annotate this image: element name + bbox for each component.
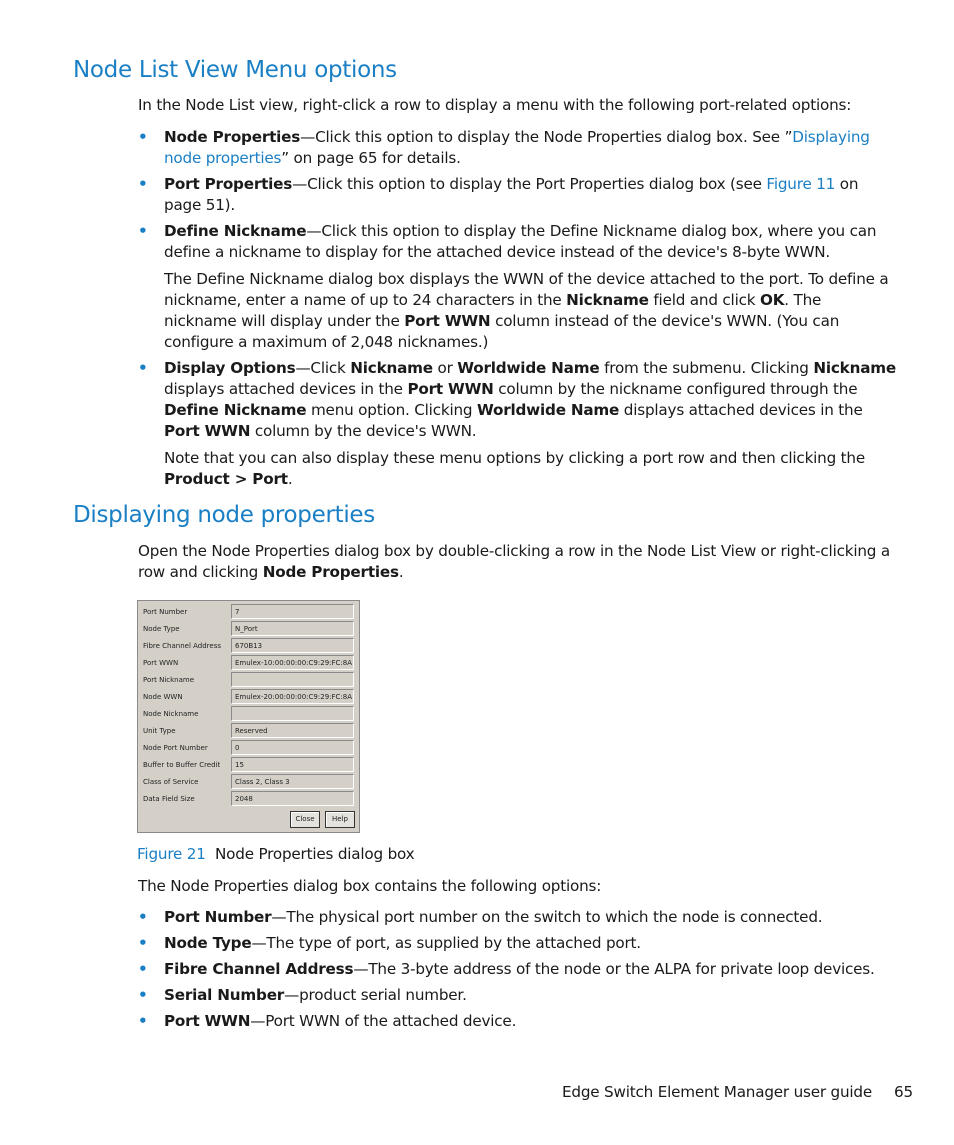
- class-of-service-field[interactable]: Class 2, Class 3: [231, 774, 354, 789]
- bold-text: Nickname: [350, 359, 433, 377]
- field-label: Node Port Number: [143, 744, 208, 752]
- text: field and click: [648, 291, 760, 309]
- node-port-number-field[interactable]: 0: [231, 740, 354, 755]
- list-item: [138, 907, 898, 928]
- port-number-field[interactable]: 7: [231, 604, 354, 619]
- close-button[interactable]: Close: [290, 811, 320, 828]
- dialog-row-node-wwn: [138, 688, 361, 705]
- field-label: Node WWN: [143, 693, 183, 701]
- description: —The 3-byte address of the node or the ALPA for private loop devices.: [353, 960, 875, 978]
- bold-text: Port WWN: [407, 380, 494, 398]
- description: —Click this option to display the Port Properties dialog box (see: [292, 175, 767, 193]
- bullet-icon: •: [138, 908, 148, 926]
- node-type-field[interactable]: N_Port: [231, 621, 354, 636]
- field-label: Class of Service: [143, 778, 199, 786]
- text: menu option. Clicking: [306, 401, 477, 419]
- term: Port WWN: [164, 1012, 251, 1030]
- term: Node Properties: [164, 128, 301, 146]
- description: ” on page 65 for details.: [281, 149, 461, 167]
- field-label: Data Field Size: [143, 795, 195, 803]
- page-footer: [562, 1082, 913, 1103]
- text: —Click: [295, 359, 351, 377]
- list-item: [138, 933, 898, 954]
- bullet-icon: •: [138, 128, 148, 146]
- bold-text: Node Properties: [262, 563, 399, 581]
- figure-caption: [137, 844, 414, 865]
- port-wwn-field[interactable]: Emulex-10:00:00:00:C9:29:FC:8A: [231, 655, 354, 670]
- bold-text: Define Nickname: [164, 401, 307, 419]
- bullet-icon: •: [138, 986, 148, 1004]
- text: Open the Node Properties dialog box by double-clicking a row in the Node List View or right-clicking a row and clicking: [138, 542, 890, 581]
- dialog-row-port-nickname: [138, 671, 361, 688]
- bold-text: Nickname: [566, 291, 649, 309]
- description: —Click this option to display the Node Properties dialog box. See ”: [300, 128, 793, 146]
- list-item: [138, 127, 898, 169]
- term: Serial Number: [164, 986, 285, 1004]
- field-label: Node Nickname: [143, 710, 199, 718]
- field-label: Fibre Channel Address: [143, 642, 222, 650]
- dialog-options-list: [138, 907, 898, 1037]
- bullet-icon: •: [138, 960, 148, 978]
- bullet-icon: •: [138, 934, 148, 952]
- section-intro: In the Node List view, right-click a row to display a menu with the following port-related options:: [138, 96, 852, 114]
- field-label: Port WWN: [143, 659, 179, 667]
- description: —Port WWN of the attached device.: [250, 1012, 517, 1030]
- bullet-icon: •: [138, 175, 148, 193]
- description: —The type of port, as supplied by the attached port.: [251, 934, 641, 952]
- description: —The physical port number on the switch to which the node is connected.: [271, 908, 823, 926]
- data-field-size-field[interactable]: 2048: [231, 791, 354, 806]
- description: —product serial number.: [284, 986, 467, 1004]
- term: Display Options: [164, 359, 296, 377]
- dialog-row-buffer-credit: [138, 756, 361, 773]
- text: displays attached devices in the: [619, 401, 863, 419]
- guide-title: Edge Switch Element Manager user guide: [562, 1083, 873, 1101]
- dialog-row-port-number: [138, 603, 361, 620]
- page-number: 65: [894, 1083, 913, 1101]
- link-displaying-node-properties[interactable]: Displaying node properties: [164, 128, 870, 167]
- list-item: [138, 358, 898, 490]
- bold-text: Port WWN: [164, 422, 251, 440]
- field-label: Unit Type: [143, 727, 176, 735]
- bold-text: Product > Port: [164, 470, 288, 488]
- list-item: [138, 174, 898, 216]
- term: Port Number: [164, 908, 272, 926]
- list-item: [138, 985, 898, 1006]
- text: .: [287, 470, 293, 488]
- field-label: Node Type: [143, 625, 180, 633]
- node-properties-dialog: [137, 600, 360, 833]
- section-intro: [138, 541, 898, 583]
- text: or: [432, 359, 458, 377]
- bullet-icon: •: [138, 359, 148, 377]
- term: Node Type: [164, 934, 252, 952]
- figure-caption-text: Node Properties dialog box: [215, 845, 415, 863]
- text: Note that you can also display these menu options by clicking a port row and then clicking the: [164, 449, 865, 467]
- dialog-row-class-of-service: [138, 773, 361, 790]
- node-wwn-field[interactable]: Emulex-20:00:00:00:C9:29:FC:8A: [231, 689, 354, 704]
- text: column by the nickname configured through the: [493, 380, 858, 398]
- section-heading-node-list-menu: Node List View Menu options: [73, 57, 397, 83]
- text: . The nickname will display under the: [164, 291, 822, 330]
- sub-paragraph: [164, 269, 898, 353]
- node-nickname-field[interactable]: [231, 706, 354, 721]
- menu-options-list: [138, 127, 898, 495]
- dialog-row-node-type: [138, 620, 361, 637]
- list-item: [138, 221, 898, 353]
- text: column instead of the device's WWN. (You can configure a maximum of 2,048 nicknames.): [164, 312, 840, 351]
- section-heading-displaying-node-properties: Displaying node properties: [73, 502, 375, 528]
- dialog-row-node-nickname: [138, 705, 361, 722]
- text: column by the device's WWN.: [250, 422, 477, 440]
- options-intro: The Node Properties dialog box contains the following options:: [138, 877, 602, 895]
- sub-paragraph: [164, 448, 898, 490]
- term: Port Properties: [164, 175, 293, 193]
- list-item: [138, 1011, 898, 1032]
- field-label: Port Number: [143, 608, 188, 616]
- field-label: Port Nickname: [143, 676, 195, 684]
- dialog-row-unit-type: [138, 722, 361, 739]
- port-nickname-field[interactable]: [231, 672, 354, 687]
- buffer-credit-field[interactable]: 15: [231, 757, 354, 772]
- link-figure-11[interactable]: Figure 11: [766, 175, 836, 193]
- bold-text: Port WWN: [404, 312, 491, 330]
- description: —Click this option to display the Define Nickname dialog box, where you can define a nickname to display for the attached device instead of the device's 8-byte WWN.: [164, 222, 877, 261]
- fibre-channel-address-field[interactable]: 670B13: [231, 638, 354, 653]
- dialog-row-node-port-number: [138, 739, 361, 756]
- help-button[interactable]: Help: [325, 811, 355, 828]
- text: .: [398, 563, 404, 581]
- term: Define Nickname: [164, 222, 307, 240]
- text: The Define Nickname dialog box displays the WWN of the device attached to the port. To define a nickname, enter a name of up to 24 characters in the: [164, 270, 889, 309]
- bold-text: Nickname: [813, 359, 896, 377]
- description: on page 51).: [164, 175, 859, 214]
- bullet-icon: •: [138, 222, 148, 240]
- bold-text: Worldwide Name: [476, 401, 620, 419]
- figure-number: Figure 21: [137, 845, 206, 863]
- term: Fibre Channel Address: [164, 960, 354, 978]
- dialog-row-data-field-size: [138, 790, 361, 807]
- field-label: Buffer to Buffer Credit: [143, 761, 221, 769]
- bold-text: Worldwide Name: [457, 359, 600, 377]
- dialog-row-port-wwn: [138, 654, 361, 671]
- text: displays attached devices in the: [164, 380, 408, 398]
- bullet-icon: •: [138, 1012, 148, 1030]
- list-item: [138, 959, 898, 980]
- dialog-row-fibre-channel-address: [138, 637, 361, 654]
- text: from the submenu. Clicking: [599, 359, 814, 377]
- bold-text: OK: [759, 291, 785, 309]
- unit-type-field[interactable]: Reserved: [231, 723, 354, 738]
